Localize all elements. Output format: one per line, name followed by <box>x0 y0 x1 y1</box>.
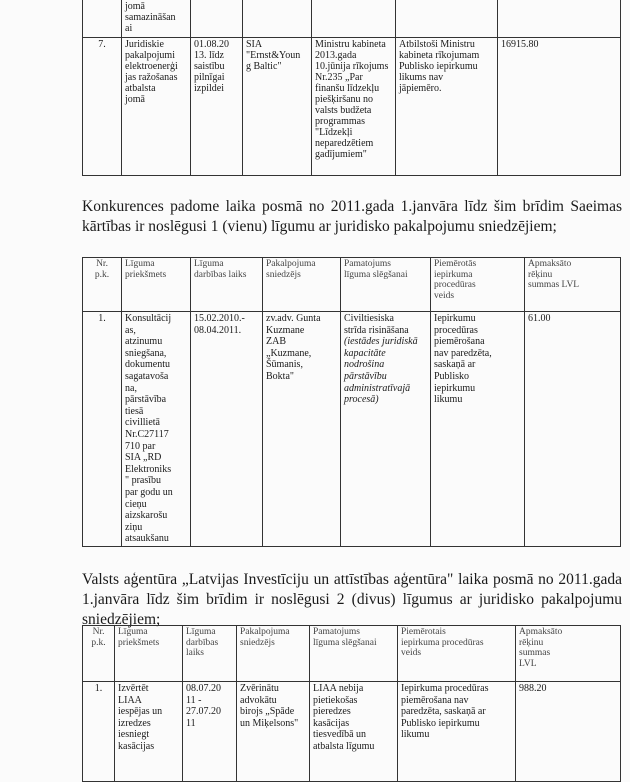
header-procedure: Piemērotās iepirkuma procedūras veids <box>431 258 525 312</box>
cell-procedure: Iepirkuma procedūras piemērošana nav paredzēta, saskaņā ar Publisko iepirkumu likumu <box>398 682 516 782</box>
cell-provider: SIA "Ernst&Youn g Baltic" <box>243 38 312 176</box>
cell-basis <box>341 312 431 547</box>
paragraph-liaa: Valsts aģentūra „Latvijas Investīciju un attīstības aģentūra" laika posmā no 2011.gada 1.janvāra līdz šim brīdim ir noslēgusi 2 (divus) līgumus ar juridisko pakalpojumu sniedzējiem; <box>82 571 622 628</box>
table-header-row <box>83 626 621 682</box>
paragraph-konkurences-padome: Konkurences padome laika posmā no 2011.gada 1.janvāra līdz šim brīdim Saeimas kārtības ir noslēgusi 1 (vienu) līgumu ar juridisko pakalpojumu sniedzējiem; <box>82 198 622 235</box>
cell-amount: 988.20 <box>516 682 621 782</box>
header-procedure: Piemērotais iepirkuma procedūras veids <box>398 626 516 682</box>
header-term: Līguma darbības laiks <box>191 258 263 312</box>
table-row <box>83 38 621 176</box>
table-row <box>83 682 621 782</box>
cell-basis: Ministru kabineta 2013.gada 10.jūnija rīkojums Nr.235 „Par finanšu līdzekļu piešķiršanu no valsts budžeta programmas "Līdzekļi neparedzētiem gadījumiem" <box>312 38 396 176</box>
cell-procedure: Atbilstoši Ministru kabineta rīkojumam Publisko iepirkumu likums nav jāpiemēro. <box>396 38 498 176</box>
cell-provider: Zvērinātu advokātu birojs „Spāde un Miķelsons" <box>237 682 310 782</box>
cell-nr: 1. <box>83 312 122 547</box>
basis-italic-note: (iestādes juridiskā kapacitāte nodrošina pārstāvību administratīvajā procesā) <box>344 336 418 406</box>
header-basis: Pamatojums līguma slēgšanai <box>341 258 431 312</box>
cell-procedure: Iepirkumu procedūras piemērošana nav paredzēta, saskaņā ar Publisko iepirkumu likumu <box>431 312 525 547</box>
table-previous-continuation <box>82 0 621 176</box>
table-row <box>83 312 621 547</box>
table-liaa <box>82 625 621 782</box>
cell-subject: Konsultācij as, atzinumu sniegšana, dokumentu sagatavoša na, pārstāvība tiesā civillietā Nr.C27117 710 par SIA „RD Elektroniks " prasību par godu un cieņu aizskarošu ziņu atsaukšanu <box>122 312 191 547</box>
header-provider: Pakalpojuma sniedzējs <box>263 258 341 312</box>
table-header-row <box>83 258 621 312</box>
cell-term: 15.02.2010.- 08.04.2011. <box>191 312 263 547</box>
cell-term: 08.07.20 11 - 27.07.20 11 <box>183 682 237 782</box>
cell-subject: Juridiskie pakalpojumi elektroenerģi jas ražošanas atbalsta jomā <box>122 38 191 176</box>
header-term: Līguma darbības laiks <box>183 626 237 682</box>
cell-subject: jomā samazināšan ai <box>122 0 191 38</box>
header-nr: Nr. p.k. <box>83 258 122 312</box>
cell-term: 01.08.20 13. līdz saistību pilnīgai izpildei <box>191 38 243 176</box>
basis-main-text: Civiltiesiska strīda risināšana <box>344 313 409 336</box>
table-row <box>83 0 621 38</box>
header-basis: Pamatojums līguma slēgšanai <box>310 626 398 682</box>
header-nr: Nr. p.k. <box>83 626 115 682</box>
cell-amount: 61.00 <box>525 312 621 547</box>
cell-amount: 16915.80 <box>498 38 621 176</box>
header-provider: Pakalpojuma sniedzējs <box>237 626 310 682</box>
cell-nr: 7. <box>83 38 122 176</box>
header-subject: Līguma priekšmets <box>115 626 183 682</box>
header-subject: Līguma priekšmets <box>122 258 191 312</box>
table-konkurences-padome <box>82 257 621 547</box>
header-amount: Apmaksāto rēķinu summas LVL <box>516 626 621 682</box>
cell-provider: zv.adv. Gunta Kuzmane ZAB „Kuzmane, Šūmanis, Bokta" <box>263 312 341 547</box>
cell-subject: Izvērtēt LIAA iespējas un izredzes iesniegt kasācijas <box>115 682 183 782</box>
cell-nr: 1. <box>83 682 115 782</box>
cell-basis: LIAA nebija pietiekošas pieredzes kasācijas tiesvedībā un atbalsta līgumu <box>310 682 398 782</box>
header-amount: Apmaksāto rēķinu summas LVL <box>525 258 621 312</box>
